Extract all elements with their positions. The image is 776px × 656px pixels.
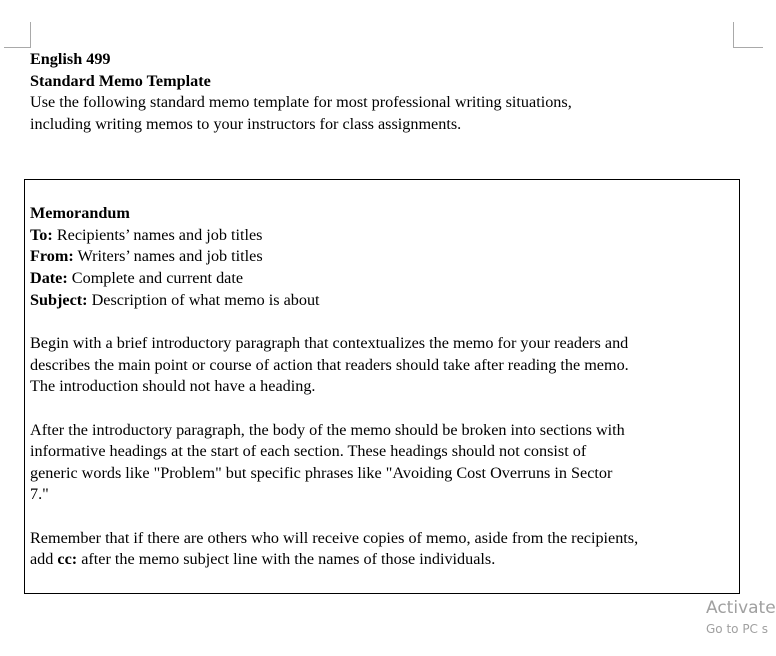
memo-field-label: To:	[30, 226, 53, 244]
memo-field-value: Description of what memo is about	[87, 291, 320, 309]
paragraph-2-line-1: After the introductory paragraph, the body of the memo should be broken into sections with	[30, 421, 625, 439]
paragraph-3-line-2	[30, 549, 495, 571]
crop-mark-top-left-horizontal	[4, 47, 30, 48]
paragraph-2-line-3: generic words like "Problem" but specific phrases like "Avoiding Cost Overruns in Sector	[30, 464, 613, 482]
memo-field-label: Subject:	[30, 291, 88, 309]
paragraph-1-line-2: describes the main point or course of action that readers should take after reading the memo.	[30, 356, 629, 374]
activation-watermark-subtitle: Go to PC s	[706, 622, 768, 636]
memo-heading: Memorandum	[30, 204, 130, 222]
memo-field-to	[30, 225, 262, 247]
memo-field-date	[30, 268, 243, 290]
memo-field-label: From:	[30, 247, 74, 265]
memo-field-value: Writers’ names and job titles	[73, 247, 263, 265]
crop-mark-top-left-vertical	[30, 22, 31, 48]
paragraph-3-text: after the memo subject line with the names of those individuals.	[77, 550, 496, 568]
cc-label: cc:	[57, 550, 78, 568]
memo-field-from	[30, 246, 263, 268]
paragraph-1-line-1: Begin with a brief introductory paragraph that contextualizes the memo for your readers and	[30, 334, 629, 352]
crop-mark-top-right-horizontal	[733, 47, 763, 48]
document-title: Standard Memo Template	[30, 72, 211, 90]
paragraph-1-line-3: The introduction should not have a heading.	[30, 377, 316, 395]
paragraph-3-line-1: Remember that if there are others who will receive copies of memo, aside from the recipients,	[30, 529, 639, 547]
memo-field-subject	[30, 290, 320, 312]
crop-mark-top-right-vertical	[733, 22, 734, 48]
memo-field-label: Date:	[30, 269, 68, 287]
paragraph-2-line-4: 7."	[30, 485, 49, 503]
course-name: English 499	[30, 50, 111, 68]
memo-field-value: Complete and current date	[67, 269, 244, 287]
activation-watermark-title: Activate	[706, 598, 776, 618]
paragraph-2-line-2: informative headings at the start of each section. These headings should not consist of	[30, 442, 587, 460]
intro-line-2: including writing memos to your instructors for class assignments.	[30, 115, 462, 133]
memo-field-value: Recipients’ names and job titles	[52, 226, 263, 244]
paragraph-3-text: add	[30, 550, 58, 568]
intro-line-1: Use the following standard memo template for most professional writing situations,	[30, 93, 572, 111]
